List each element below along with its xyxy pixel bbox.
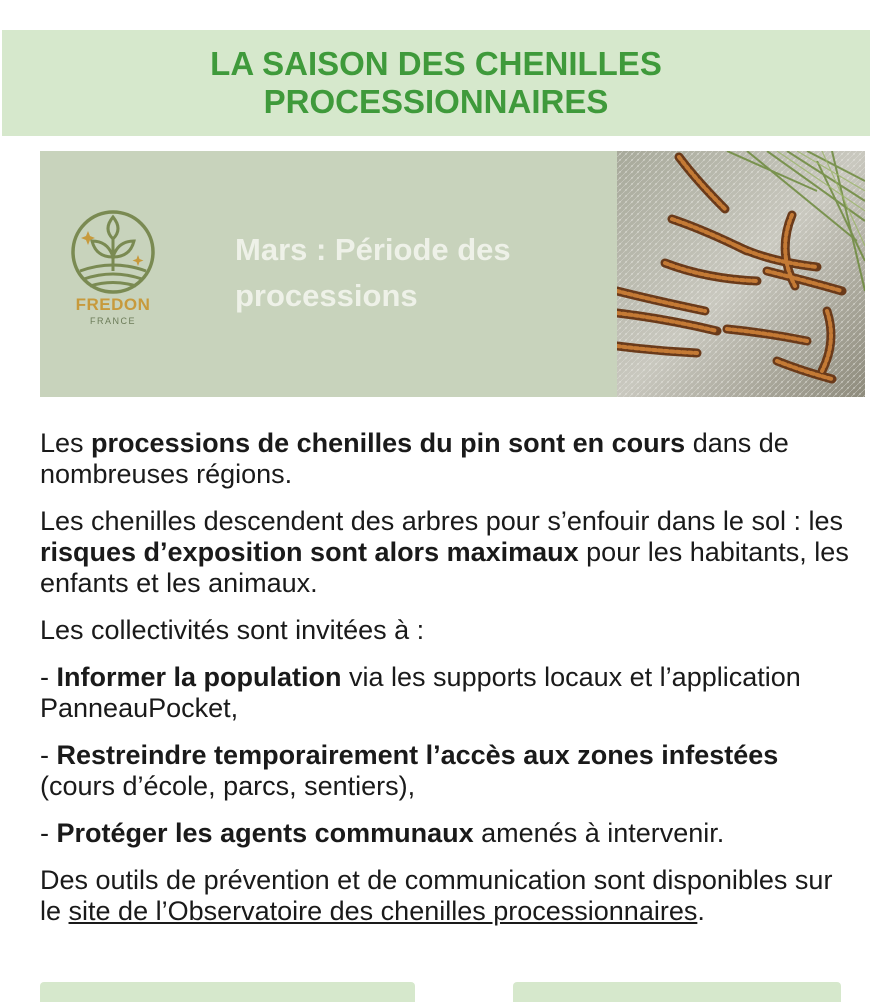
list-item-protect: - Protéger les agents communaux amenés à intervenir. xyxy=(40,818,725,848)
banner-line-2: processions xyxy=(235,278,418,313)
action-button-right[interactable] xyxy=(513,982,841,1002)
article-body xyxy=(40,428,860,943)
paragraph-risks: Les chenilles descendent des arbres pour s’enfouir dans le sol : les risques d’exposition sont alors maximaux pour les habitants, les enfants et les animaux. xyxy=(40,506,849,598)
paragraph-intro: Les processions de chenilles du pin sont en cours dans de nombreuses régions. xyxy=(40,428,789,489)
action-button-left[interactable] xyxy=(40,982,415,1002)
hero-banner xyxy=(40,151,865,397)
page-title xyxy=(210,45,662,121)
logo-name: FREDON xyxy=(75,295,151,314)
paragraph-invitation: Les collectivités sont invitées à : xyxy=(40,615,425,645)
title-line-2: PROCESSIONNAIRES xyxy=(263,83,609,120)
caterpillars-photo xyxy=(617,151,865,397)
list-item-inform: - Informer la population via les supports locaux et l’application PanneauPocket, xyxy=(40,662,801,723)
list-item-restrict: - Restreindre temporairement l’accès aux zones infestées (cours d’école, parcs, sentiers), xyxy=(40,740,779,801)
banner-headline xyxy=(235,227,595,319)
title-line-1: LA SAISON DES CHENILLES xyxy=(210,45,662,82)
observatoire-link[interactable]: site de l’Observatoire des chenilles processionnaires xyxy=(68,896,698,926)
paragraph-tools: Des outils de prévention et de communication sont disponibles sur le site de l’Observatoire des chenilles processionnaires. xyxy=(40,865,833,926)
highlight-risks: risques d’exposition sont alors maximaux xyxy=(40,537,579,567)
newsletter-header xyxy=(2,30,870,136)
banner-line-1: Mars : Période des xyxy=(235,232,511,267)
highlight-processions: processions de chenilles du pin sont en cours xyxy=(91,428,686,458)
logo-subtitle: FRANCE xyxy=(89,316,136,326)
